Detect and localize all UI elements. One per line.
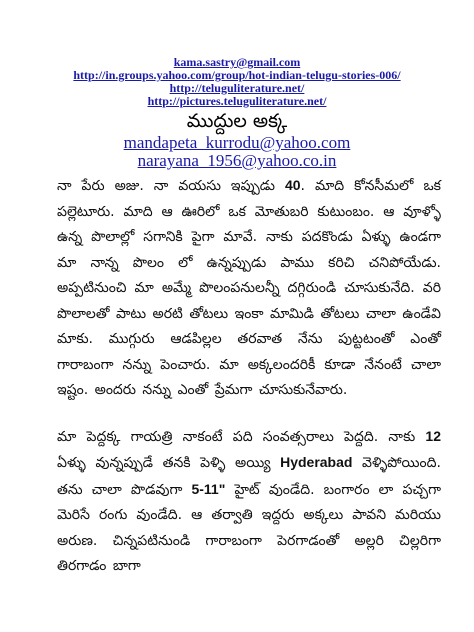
yahoo-group-link[interactable]: http://in.groups.yahoo.com/group/hot-indian-telugu-stories-006/ xyxy=(73,68,401,82)
story-title: ముద్దుల అక్క xyxy=(186,110,288,132)
author-emails xyxy=(0,134,474,170)
paragraph-1-text-a: నా పేరు అజు. నా వయసు ఇప్పుడు xyxy=(57,178,285,194)
paragraph-1-age: 40 xyxy=(284,177,301,193)
email-link[interactable]: kama.sastry@gmail.com xyxy=(173,55,301,69)
paragraph-2-height: 5-11" xyxy=(191,480,226,497)
story-body xyxy=(57,173,441,580)
author-email-2[interactable]: narayana_1956@yahoo.co.in xyxy=(137,151,337,170)
paragraph-2-text-d: హైట్ వుండేది. బంగారం లా పచ్చగా మెరిసే రంగు వుండేది. ఆ తర్వాతి ఇద్దరు అక్కలు పావని మరియు అరుణ. చిన్నపటినుండి గారాబంగా పెరగాడంతో అల్లరి చిల్లరిగా తిరగాడం బాగా xyxy=(57,481,441,574)
paragraph-2-text-a: మా పెద్దక్క గాయత్రి నాకంటే పది సంవత్సరాలు పెద్దది. నాకు xyxy=(57,428,426,445)
paragraph-2-age: 12 xyxy=(425,427,441,444)
paragraph-1-text-b: . మాది కోనసీమలో ఒక పల్లెటూరు. మాది ఆ ఊరిలో ఒక మోతుబరి కుటుంబం. ఆ వూళ్ళో ఉన్న పొలాల్లో సగానికి పైగా మావే. నాకు పదకొండు ఏళ్ళు ఉండగా మా నాన్న పొలం లో ఉన్నప్పుడు పాము కరిచి చనిపోయేడు. అప్పటినుంచి మా అమ్మే పొలంపనులన్నీ దగ్గిరుండి చూసుకునేది. వరి పొలాలతో పాటు అరటి తోటలు ఇంకా మామిడి తోటలు చాలా ఉండేవి మాకు. ముగ్గురు ఆడపిల్లల తరవాత నేను పుట్టటంతో ఎంతో గారాబంగా నన్ను పెంచారు. మా అక్కలందరికీ కూడా నేనంటే చాలా ఇష్టం. అందరు నన్ను ఎంతో ప్రేమగా చూసుకునేవారు. xyxy=(57,178,441,398)
paragraph-2-city: Hyderabad xyxy=(280,454,353,470)
paragraph-2-text-c: వెళ్ళిపోయింది. తను చాలా పొడవుగా xyxy=(57,455,441,498)
header-links xyxy=(0,56,474,108)
paragraph-2 xyxy=(57,424,441,580)
author-email-1[interactable]: mandapeta_kurrodu@yahoo.com xyxy=(123,133,351,152)
pictures-link[interactable]: http://pictures.teluguliterature.net/ xyxy=(147,94,327,108)
telugu-literature-link[interactable]: http://teluguliterature.net/ xyxy=(169,81,305,95)
paragraph-2-text-b: ఏళ్ళు వున్నప్పుడే తనకి పెళ్ళి అయ్యి xyxy=(57,455,281,471)
paragraph-1 xyxy=(57,173,441,404)
